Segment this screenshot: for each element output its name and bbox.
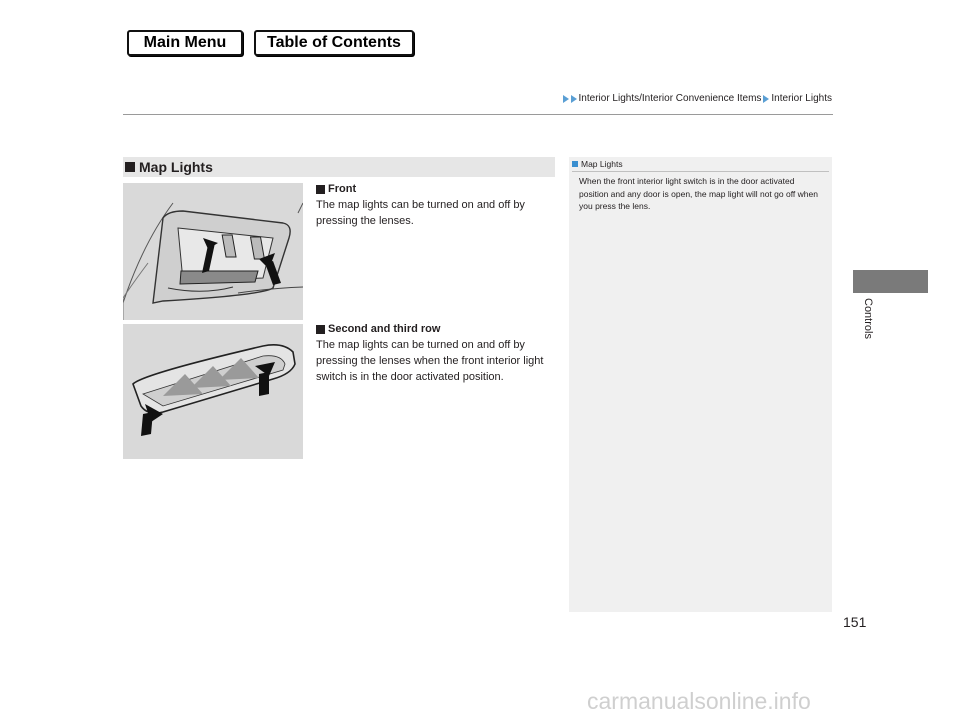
breadcrumb [563,93,832,104]
front-map-light-illustration [123,183,303,320]
note-heading [572,159,623,169]
section-title: Map Lights [139,159,213,175]
note-marker-icon [572,161,578,167]
note-text: When the front interior light switch is in the door activated position and any door is open, the map light will not go off when you press the lens. [579,176,818,211]
rear-description: The map lights can be turned on and off by pressing the lenses when the front interior light switch is in the door activated position. [316,339,544,383]
section-heading [123,157,555,177]
table-of-contents-button[interactable]: Table of Contents [254,30,414,56]
watermark: carmanualsonline.info [587,688,811,714]
breadcrumb-current: Interior Lights [771,93,832,104]
main-menu-button[interactable]: Main Menu [127,30,243,56]
rear-map-light-illustration [123,324,303,459]
breadcrumb-link-section[interactable]: Interior Lights/Interior Convenience Items [578,93,762,104]
bullet-square-icon [316,185,325,194]
chapter-tab[interactable] [853,270,928,293]
chapter-tab-label: Controls [862,298,874,339]
header-divider [123,114,833,115]
note-panel [569,157,832,612]
breadcrumb-arrow-icon [763,95,769,103]
rear-subheading [316,323,440,335]
note-title: Map Lights [581,159,623,169]
front-description: The map lights can be turned on and off by pressing the lenses. [316,199,525,227]
bullet-square-icon [125,162,135,172]
breadcrumb-arrow-icon [563,95,569,103]
bullet-square-icon [316,325,325,334]
front-subheading [316,183,356,195]
rear-subheading-label: Second and third row [328,323,441,335]
breadcrumb-arrow-icon [571,95,577,103]
page-number: 151 [843,614,867,630]
front-subheading-label: Front [328,183,357,195]
note-divider [572,171,829,172]
